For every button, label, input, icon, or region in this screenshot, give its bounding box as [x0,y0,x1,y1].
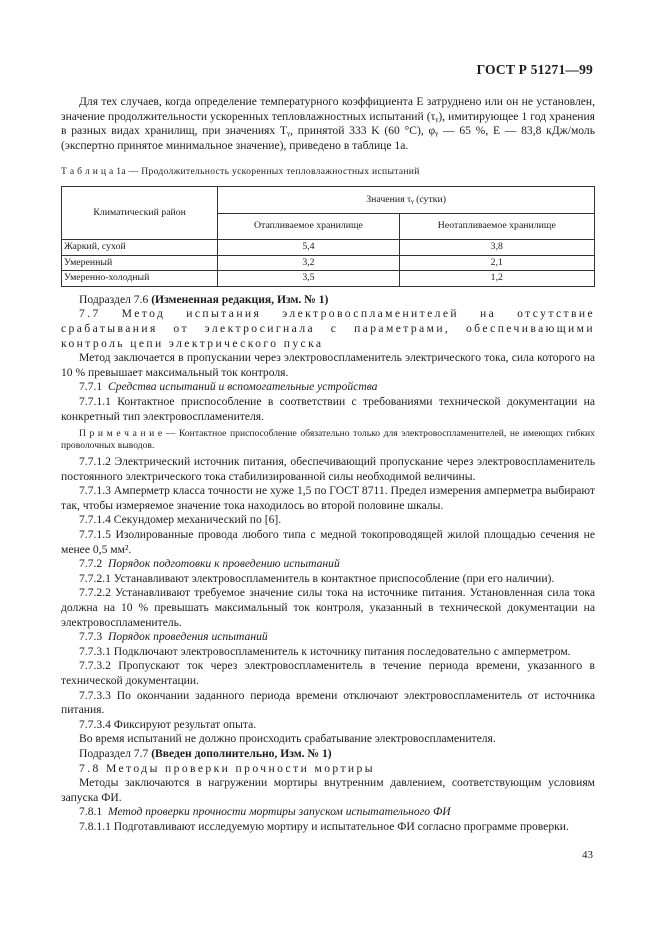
subsection-7-6-note: Подраздел 7.6 (Измененная редакция, Изм. № 1) [79,292,329,306]
row-unheated-value: 3,8 [399,239,594,255]
section-7-7-3-2: 7.7.3.2 Пропускают ток через электровоспламенитель в течение периода времени, указанного в технической документации. [61,659,595,687]
subsection-7-7-note: Подраздел 7.7 (Введен дополнительно, Изм. № 1) [79,746,332,760]
row-unheated-value: 2,1 [399,255,594,271]
section-7-8-1-heading: 7.8.1 Метод проверки прочности мортиры запуском испытательного ФИ [79,805,451,819]
note-text: Контактное приспособление обязательно только для электровоспламенителей, не имеющих гибких проволочных выводов. [61,428,595,452]
column-header-region: Климатический район [62,186,218,239]
section-7-7-text: Метод заключается в пропускании через электровоспламенитель электрического тока, сила которого на 10 % превышает максимальный ток контроля. [61,351,595,379]
intro-paragraph: Для тех случаев, когда определение температурного коэффициента E затруднено или он не установлен, значение продолжительности ускоренных тепловлажностных испытаний (τᵧ), имитирующее 1 год хранения в разных видах хранилищ, при значениях Tᵧ, принятой 333 K (60 °C), φᵧ — 65 %, E — 83,8 кДж/моль (экспертно принятое минимальное значение), приведено в таблице 1а. [61,95,595,152]
note [61,428,595,452]
row-heated-value: 3,5 [218,271,399,287]
section-7-7-3-4: 7.7.3.4 Фиксируют результат опыта. [79,717,257,731]
column-header-heated: Отапливаемое хранилище [218,214,399,239]
row-region: Умеренно-холодный [62,271,218,287]
section-7-7-1-heading: 7.7.1 Средства испытаний и вспомогательные устройства [79,380,378,394]
section-7-8-heading: 7.8 Методы проверки прочности мортиры [79,761,375,775]
document-code: ГОСТ Р 51271—99 [476,62,593,77]
section-7-8-text: Методы заключаются в нагружении мортиры внутренним давлением, соответствующим условиям запуска ФИ. [61,776,595,804]
section-7-7-2-1: 7.7.2.1 Устанавливают электровоспламенитель в контактное приспособление (при его наличии). [79,571,555,585]
section-7-7-3-1: 7.7.3.1 Подключают электровоспламенитель к источнику питания последовательно с амперметром. [79,644,571,658]
column-header-unheated: Неотапливаемое хранилище [399,214,594,239]
column-header-values: Значения τᵧ (сутки) [218,186,595,214]
section-7-7-2-heading: 7.7.2 Порядок подготовки к проведению испытаний [79,557,340,571]
section-7-7-2-2: 7.7.2.2 Устанавливают требуемое значение силы тока на источнике питания. Установленная сила тока должна на 10 % превышать максимальный ток контроля, указанный в технической документации на электровоспламенитель. [61,586,595,629]
section-7-7-closing: Во время испытаний не должно происходить срабатывание электровоспламенителя. [79,732,496,746]
section-7-7-heading: 7.7 Метод испытания электровоспламенителей на отсутствие срабатывания от электросигнала с параметрами, обеспечивающими контроль цепи электрического пуска [61,307,595,350]
row-heated-value: 3,2 [218,255,399,271]
row-region: Жаркий, сухой [62,239,218,255]
page-body [61,95,595,835]
table-row [62,255,595,271]
section-7-7-1-4: 7.7.1.4 Секундомер механический по [6]. [79,513,282,527]
section-7-7-1-1: 7.7.1.1 Контактное приспособление в соответствии с требованиями технической документации на конкретный тип электровоспламенителя. [61,394,595,423]
table-caption: Т а б л и ц а 1а — Продолжительность ускоренных тепловлажностных испытаний [61,166,420,178]
page-number: 43 [582,849,593,861]
row-unheated-value: 1,2 [399,271,594,287]
row-region: Умеренный [62,255,218,271]
section-7-7-3-3: 7.7.3.3 По окончании заданного периода времени отключают электровоспламенитель от источника питания. [61,688,595,717]
table-row [62,271,595,287]
note-label: П р и м е ч а н и е — [79,428,176,440]
section-7-7-1-2: 7.7.1.2 Электрический источник питания, обеспечивающий пропускание через электровоспламенитель постоянного электрического тока стабилизированной силы необходимой величины. [61,455,595,483]
table-row [62,239,595,255]
duration-table [61,186,595,287]
section-7-8-1-1: 7.8.1.1 Подготавливают исследуемую мортиру и испытательное ФИ согласно программе проверки. [79,819,569,833]
section-7-7-1-3: 7.7.1.3 Амперметр класса точности не хуже 1,5 по ГОСТ 8711. Предел измерения амперметра выбирают так, чтобы измеряемое значение тока находилось во второй половине шкалы. [61,484,595,512]
section-7-7-3-heading: 7.7.3 Порядок проведения испытаний [79,630,268,644]
section-7-7-1-5: 7.7.1.5 Изолированные провода любого типа с медной токопроводящей жилой площадью сечения не менее 0,5 мм². [61,528,595,556]
row-heated-value: 5,4 [218,239,399,255]
